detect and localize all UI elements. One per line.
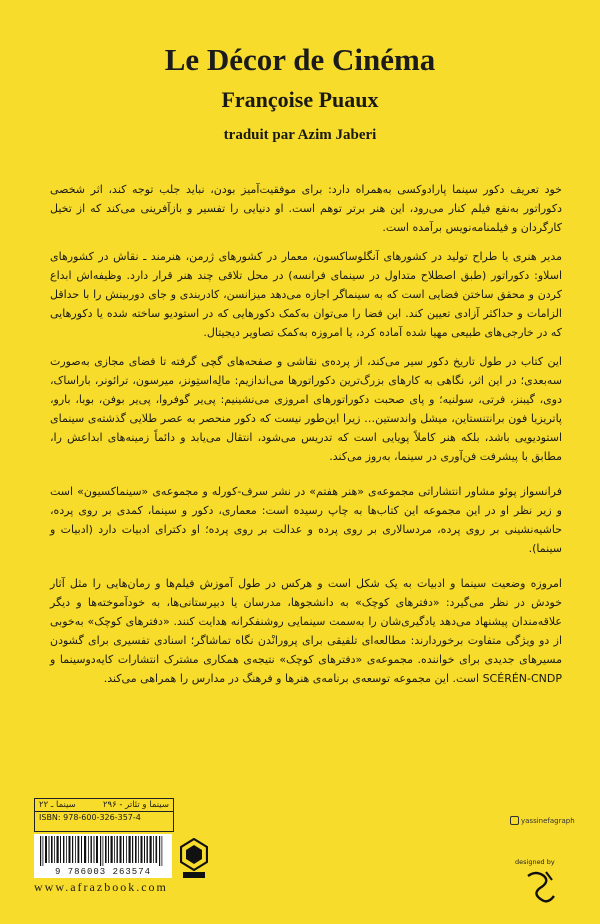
instagram-icon [510,816,519,825]
series-code-left: سینما ـ ۲۲ [39,800,76,810]
paragraph-definition: خود تعریف دکور سینما پارادوکسی به‌همراه دارد: برای موفقیت‌آمیز بودن، نباید جلب توجه کند، اثر شخصی دکوراتور به‌نفع فیلم کنار می‌رود، این هنر برتر توهم است. او دنیایی را تفسیر و بازآفرینی می‌کند که از تخیل کارگردان و فیلمنامه‌نویس برآمده است. [50,183,562,234]
book-author: Françoise Puaux [221,87,379,112]
isbn-text: ISBN: 978-600-326-357-4 [39,813,141,822]
paragraph-book-summary: این کتاب در طول تاریخ دکور سیر می‌کند، از پرده‌ی نقاشی و صفحه‌های گچی گرفته تا فضای مجازی به‌صورت سه‌بعدی؛ در این اثر، نگاهی به کارهای بزرگ‌ترین دکوراتورها می‌اندازیم: مالِه‌استِونز، میرسون، ترائونر، باراساک، دوی، گیبنز، فرتی، سولنیه؛ و پای صحبت دکوراتورهای امروزی می‌نشینیم: پی‌یر گوفروا، پی‌یر بوفن، بوبا، بارو، پاتریزیا فون برانتنستاین، میشل واندستین… زیرا این‌طور نیست که دکور منحصر به عصر طلایی گذشته‌ی سینمای استودیویی باشد، بلکه هنر کاملاً پویایی است که تدریس می‌شود، انتقال می‌یابد و دائماً زمینه‌های ابداعش را، مطابق با پیشرفت فن‌آوری در سینما، به‌روز می‌کند. [50,355,562,463]
paragraph-art-director: مدیر هنری یا طراح تولید در کشورهای آنگلوساکسون، معمار در کشورهای ژرمن، هنرمند ـ نقاش در کشورهای اسلاو: دکوراتور (طبق اصطلاح متداول در سینمای فرانسه) در محل تلاقی چند هنر قرار دارد. وظیفه‌اش ابداع کردن و محقق ساختن فضایی است که به سینماگر اجازه می‌دهد میزانسن، کادربندی و جای دوربینش را با حداقل الزامات و حداکثر آزادی تعیین کند. این فضا را می‌توان به‌کمک دکورهایی که در استودیو ساخته شده یا دکورهایی که در خارجی‌های طبیعی مهیا شده آماده کرد، یا امروزه به‌کمک تصاویر دیجیتال. [50,250,562,339]
publisher-website: www.afrazbook.com [34,880,168,894]
book-translator: traduit par Azim Jaberi [223,127,377,143]
designed-by-label: designed by [515,858,555,866]
book-title: Le Décor de Cinéma [164,42,436,77]
instagram-credit [510,816,575,825]
series-code-right: سینما و تئاتر - ۲۹۶ [102,800,169,810]
instagram-handle: yassinefagraph [521,816,575,825]
paragraph-series: امروزه وضعیت سینما و ادبیات به یک شکل است و هرکس در طول آموزش فیلم‌ها و رمان‌هایی را مثل آثار خودش در نظر می‌گیرد: «دفترهای کوچک» به دانشجوها، مدرسان یا دبیرستانی‌ها، به خودآموخته‌ها و دیگر علاقه‌مندان پیشنهاد می‌دهد یادگیری‌شان را به‌سمت سینمایی روشنفکرانه هدایت کنند. «دفترهای کوچک» به‌خوبی از دو ویژگی متفاوت برخوردارند: مطالعه‌ای تلفیقی برای پرورانْدن نگاه تماشاگر؛ اسنادی تفسیری برای گشودن مسیرهای جدیدی برای خواننده. مجموعه‌ی «دفترهای کوچک» نتیجه‌ی همکاری مشترک انتشارات کایه‌دوسینما و SCÉRÉN-CNDP است. این مجموعه توسعه‌ی برنامه‌ی هنرها و فرهنگ در مدارس را همراهی می‌کند. [50,577,562,685]
barcode [34,834,172,878]
designer-signature-icon [522,866,560,906]
barcode-bars [38,836,168,866]
series-code-box [34,798,174,832]
barcode-number: 9 786003 263574 [54,867,151,877]
publisher-logo-icon [180,838,208,880]
paragraph-author-bio: فرانسواز پوئو مشاور انتشاراتی مجموعه‌ی «هنر هفتم» در نشر سرف-کورله و مجموعه‌ی «سینماکسیون» است و زیر نظر او در این مجموعه این کتاب‌ها به چاپ رسیده است: معماری، دکور و سینما، کمدی بر روی پرده، حاشیه‌نشینی بر روی پرده، مردسالاری بر روی پرده و عدالت بر روی پرده؛ او دکترای ادبیات دارد (ادبیات و سینما). [50,485,562,555]
back-cover-text [50,180,562,698]
